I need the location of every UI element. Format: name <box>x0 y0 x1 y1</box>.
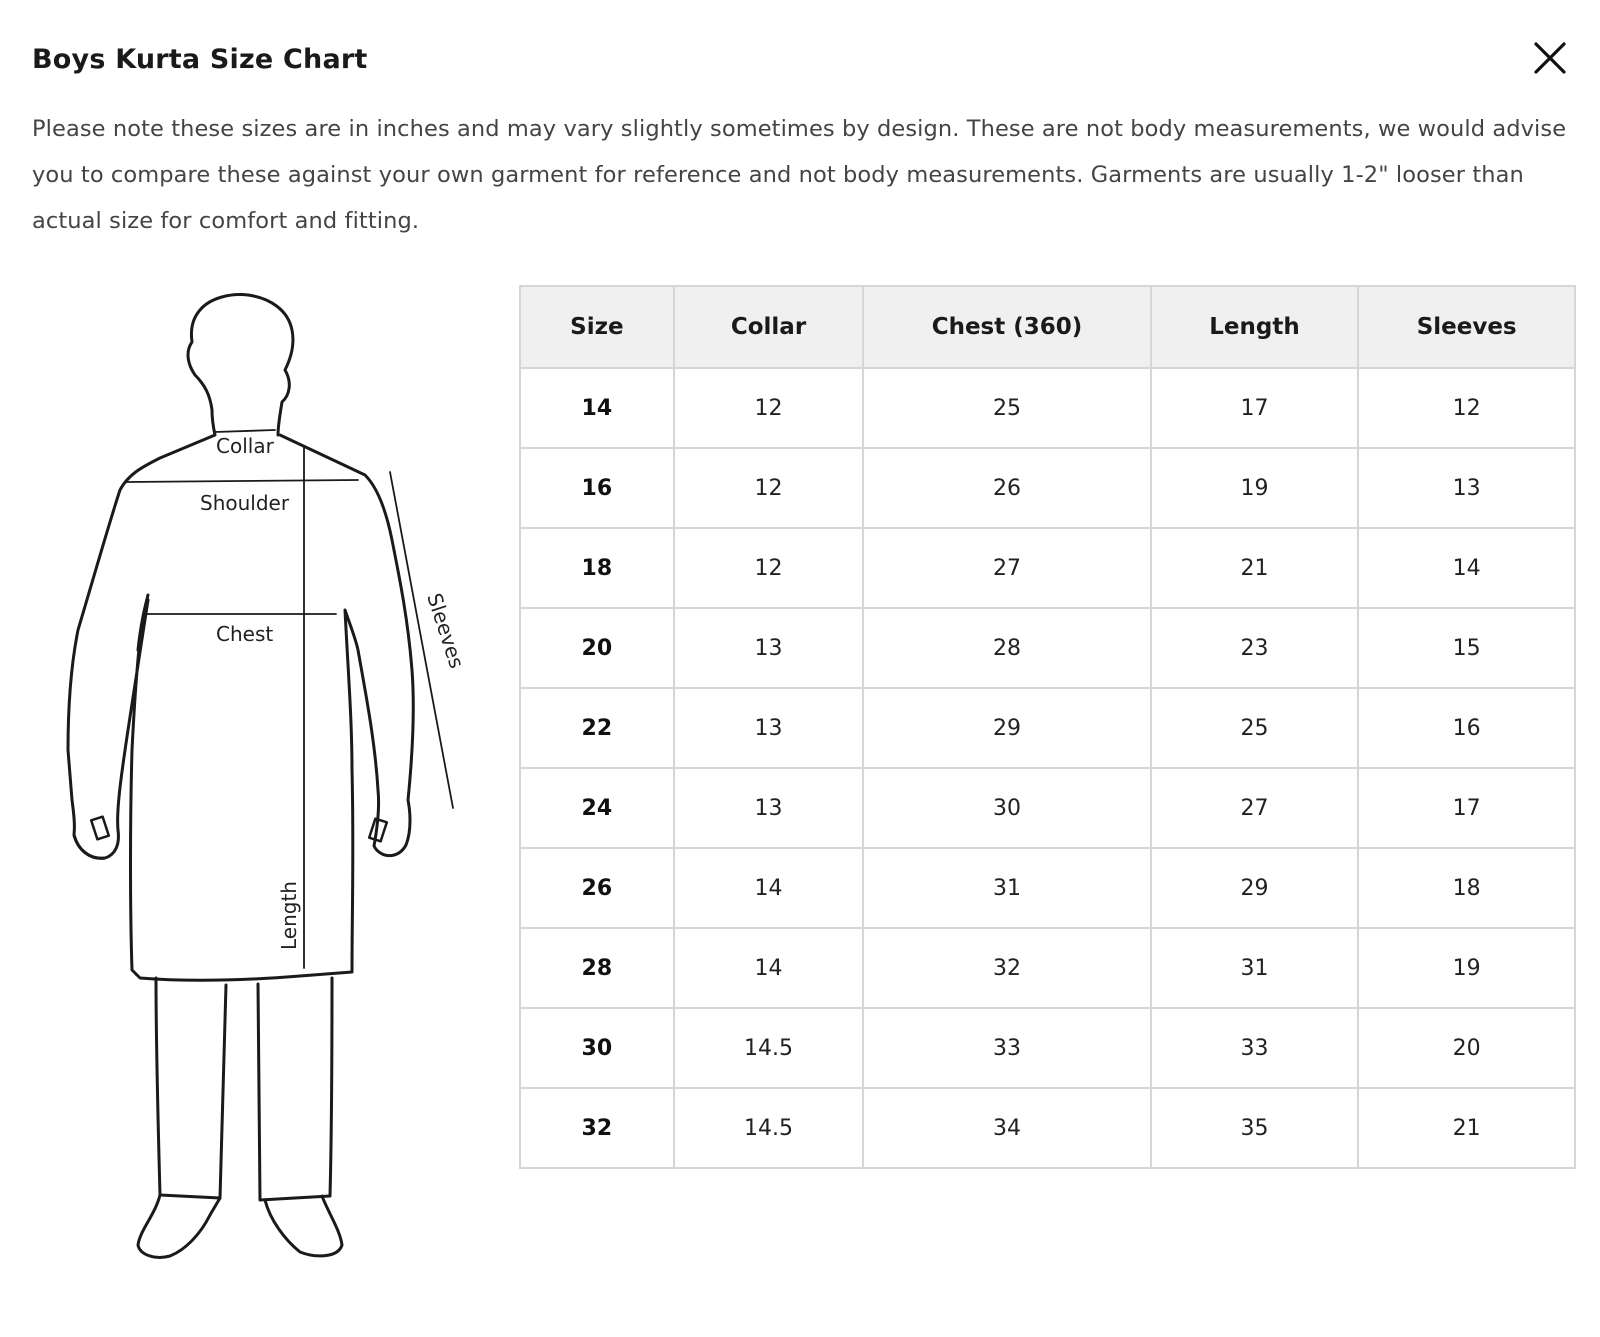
cell-collar: 14 <box>674 848 864 928</box>
cell-sleeves: 14 <box>1358 528 1575 608</box>
trouser-outline <box>156 978 226 1198</box>
cell-collar: 13 <box>674 768 864 848</box>
header-length: Length <box>1151 286 1359 368</box>
table-row <box>520 768 1575 848</box>
size-table <box>519 285 1576 1169</box>
table-row <box>520 368 1575 448</box>
close-button[interactable] <box>1530 38 1570 78</box>
cell-chest: 33 <box>863 1008 1150 1088</box>
header-collar: Collar <box>674 286 864 368</box>
cell-sleeves: 13 <box>1358 448 1575 528</box>
head-outline <box>188 295 293 435</box>
modal-title: Boys Kurta Size Chart <box>32 44 368 75</box>
shoulder-line <box>126 480 358 482</box>
cell-size: 20 <box>520 608 674 688</box>
cell-sleeves: 20 <box>1358 1008 1575 1088</box>
label-collar: Collar <box>216 434 274 458</box>
table-row <box>520 1088 1575 1168</box>
cell-collar: 13 <box>674 688 864 768</box>
table-row <box>520 688 1575 768</box>
table-row <box>520 1008 1575 1088</box>
cell-size: 26 <box>520 848 674 928</box>
cell-chest: 30 <box>863 768 1150 848</box>
cell-sleeves: 12 <box>1358 368 1575 448</box>
label-chest: Chest <box>216 622 274 646</box>
cell-size: 32 <box>520 1088 674 1168</box>
label-sleeves: Sleeves <box>422 590 469 672</box>
label-length: Length <box>277 881 301 950</box>
cell-chest: 32 <box>863 928 1150 1008</box>
cell-chest: 26 <box>863 448 1150 528</box>
cell-length: 31 <box>1151 928 1359 1008</box>
table-row <box>520 848 1575 928</box>
cell-chest: 28 <box>863 608 1150 688</box>
cell-sleeves: 21 <box>1358 1088 1575 1168</box>
cell-collar: 14.5 <box>674 1088 864 1168</box>
cell-size: 22 <box>520 688 674 768</box>
cell-size: 24 <box>520 768 674 848</box>
cell-sleeves: 17 <box>1358 768 1575 848</box>
cell-size: 16 <box>520 448 674 528</box>
left-shoe <box>138 1195 220 1257</box>
table-header-row <box>520 286 1575 368</box>
size-note: Please note these sizes are in inches and may vary slightly sometimes by design. These are not body measurements, we would advise you to compare these against your own garment for reference and not body measurements. Garments are usually 1-2" looser than actual size for comfort and fitting. <box>32 116 1567 234</box>
cell-sleeves: 19 <box>1358 928 1575 1008</box>
cell-length: 27 <box>1151 768 1359 848</box>
cell-chest: 29 <box>863 688 1150 768</box>
cell-chest: 34 <box>863 1088 1150 1168</box>
cell-size: 14 <box>520 368 674 448</box>
cell-size: 28 <box>520 928 674 1008</box>
header-chest: Chest (360) <box>863 286 1150 368</box>
cell-size: 30 <box>520 1008 674 1088</box>
cell-collar: 12 <box>674 528 864 608</box>
cell-length: 35 <box>1151 1088 1359 1168</box>
header-sleeves: Sleeves <box>1358 286 1575 368</box>
cell-collar: 14.5 <box>674 1008 864 1088</box>
table-row <box>520 448 1575 528</box>
label-shoulder: Shoulder <box>200 491 290 515</box>
kurta-measurement-diagram <box>60 290 480 1300</box>
cell-length: 33 <box>1151 1008 1359 1088</box>
cell-length: 21 <box>1151 528 1359 608</box>
cell-collar: 12 <box>674 448 864 528</box>
cell-length: 29 <box>1151 848 1359 928</box>
cell-length: 25 <box>1151 688 1359 768</box>
cell-sleeves: 18 <box>1358 848 1575 928</box>
header-size: Size <box>520 286 674 368</box>
cell-sleeves: 15 <box>1358 608 1575 688</box>
cell-chest: 27 <box>863 528 1150 608</box>
table-row <box>520 608 1575 688</box>
cell-length: 17 <box>1151 368 1359 448</box>
table-row <box>520 928 1575 1008</box>
cell-chest: 25 <box>863 368 1150 448</box>
table-row <box>520 528 1575 608</box>
cell-size: 18 <box>520 528 674 608</box>
right-shoe <box>265 1196 342 1256</box>
cell-chest: 31 <box>863 848 1150 928</box>
collar-line <box>215 430 275 432</box>
cell-length: 19 <box>1151 448 1359 528</box>
cell-collar: 14 <box>674 928 864 1008</box>
cell-sleeves: 16 <box>1358 688 1575 768</box>
cell-collar: 13 <box>674 608 864 688</box>
cell-length: 23 <box>1151 608 1359 688</box>
cell-collar: 12 <box>674 368 864 448</box>
close-icon <box>1530 38 1570 78</box>
